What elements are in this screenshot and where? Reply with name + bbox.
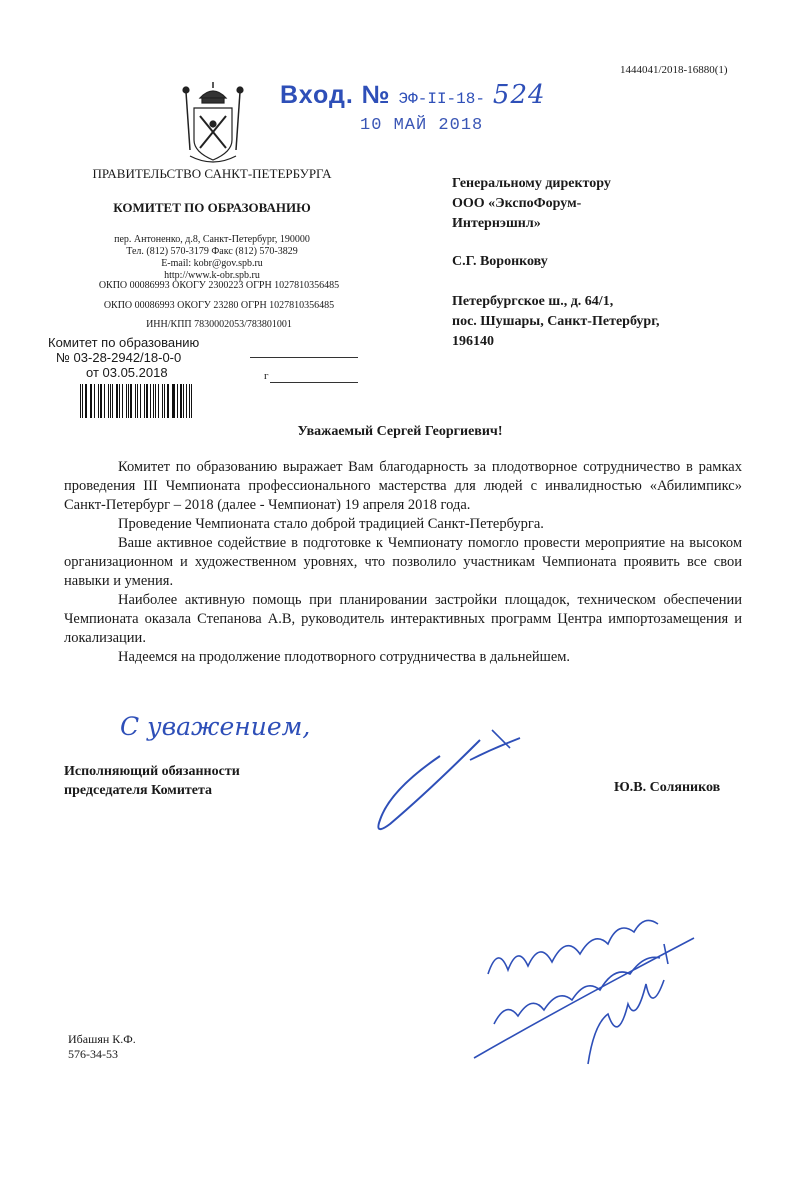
paragraph-1: Комитет по образованию выражает Вам благодарность за плодотворное сотрудничество в рамках проведения III Чемпионата профессионального мастерства для людей с инвалидностью «Абилимпикс» Санкт-Петербург – 2018 (далее - Чемпионат) 19 апреля 2018 года. bbox=[64, 459, 742, 513]
paragraph-3: Ваше активное содействие в подготовке к Чемпионату помогло провести мероприятие на высоком организационном и художественном уровнях, что позволило участникам Чемпионата проявить все свои навыки и умения. bbox=[64, 535, 742, 589]
registration-blank-line-2 bbox=[270, 382, 358, 383]
letter-body bbox=[64, 458, 742, 667]
recipient-address-line-3: 196140 bbox=[452, 334, 494, 349]
barcode-bar bbox=[173, 384, 174, 418]
barcode-bar bbox=[155, 384, 156, 418]
barcode-bar bbox=[183, 384, 184, 418]
recipient-position: Генеральному директору bbox=[452, 176, 611, 191]
sender-email: E-mail: kobr@gov.spb.ru bbox=[161, 258, 263, 269]
barcode-bar bbox=[80, 384, 81, 418]
sender-address: пер. Антоненко, д.8, Санкт-Петербург, 190000 bbox=[114, 234, 310, 245]
entry-stamp bbox=[280, 80, 546, 110]
registration-stamp bbox=[48, 335, 199, 380]
barcode-bar bbox=[162, 384, 163, 418]
paragraph-2: Проведение Чемпионата стало доброй традицией Санкт-Петербурга. bbox=[118, 516, 544, 532]
recipient-name: С.Г. Воронкову bbox=[452, 254, 548, 269]
barcode-bar bbox=[104, 384, 105, 418]
barcode-bar bbox=[91, 384, 92, 418]
entry-stamp-handwritten-number: 524 bbox=[492, 80, 546, 110]
barcode-bar bbox=[177, 384, 178, 418]
barcode-bar bbox=[119, 384, 120, 418]
barcode-bar bbox=[130, 384, 132, 418]
registration-number: № 03-28-2942/18-0-0 bbox=[56, 350, 182, 365]
entry-stamp-label: Вход. № bbox=[280, 81, 391, 109]
sender-phone-fax: Тел. (812) 570-3179 Факс (812) 570-3829 bbox=[126, 246, 298, 257]
signatory-role bbox=[64, 762, 240, 800]
signatory-name: Ю.В. Соляников bbox=[614, 780, 721, 795]
barcode-bar bbox=[128, 384, 129, 418]
handwritten-signature bbox=[360, 720, 540, 840]
government-title: ПРАВИТЕЛЬСТВО САНКТ-ПЕТЕРБУРГА bbox=[92, 166, 332, 181]
registration-blank-line bbox=[250, 357, 358, 358]
entry-stamp-number: ЭФ-II-18- bbox=[398, 90, 485, 108]
recipient-company-line-1: ООО «ЭкспоФорум- bbox=[452, 196, 582, 211]
barcode-bar bbox=[150, 384, 151, 418]
greeting: Уважаемый Сергей Георгиевич! bbox=[297, 424, 503, 439]
barcode-bar bbox=[85, 384, 87, 418]
document-id: 1444041/2018-16880(1) bbox=[620, 64, 728, 76]
barcode-bar bbox=[186, 384, 187, 418]
barcode-bar bbox=[126, 384, 127, 418]
barcode-bar bbox=[172, 384, 173, 418]
paragraph-5: Надеемся на продолжение плодотворного сотрудничества в дальнейшем. bbox=[118, 649, 571, 665]
barcode-bar bbox=[140, 384, 141, 418]
barcode-bar bbox=[153, 384, 154, 418]
executor-name: Ибашян К.Ф. bbox=[68, 1032, 136, 1046]
coat-of-arms-emblem bbox=[180, 80, 246, 166]
sender-inn-kpp: ИНН/КПП 7830002053/783801001 bbox=[146, 319, 292, 330]
registration-org: Комитет по образованию bbox=[48, 335, 200, 350]
registration-date: от 03.05.2018 bbox=[86, 365, 168, 380]
barcode-bar bbox=[137, 384, 138, 418]
barcode-bar bbox=[94, 384, 95, 418]
barcode-bar bbox=[164, 384, 166, 418]
registration-blank-prefix: г bbox=[264, 370, 269, 382]
barcode-bar bbox=[110, 384, 111, 418]
sender-contacts bbox=[82, 234, 342, 282]
recipient-address bbox=[452, 292, 752, 352]
barcode bbox=[80, 384, 194, 418]
barcode-bar bbox=[116, 384, 118, 418]
barcode-bar bbox=[146, 384, 148, 418]
paragraph-4: Наиболее активную помощь при планировании застройки площадок, техническом обеспечении Чемпионата оказала Степанова А.В, руководитель интерактивных программ Центра импортозамещения и локализации. bbox=[64, 592, 742, 646]
barcode-bar bbox=[167, 384, 168, 418]
handwritten-resolution-note bbox=[468, 904, 708, 1084]
sender-codes-line-1: ОКПО 00086993 ОКОГУ 2300223 ОГРН 1027810356485 bbox=[98, 280, 340, 291]
barcode-bar bbox=[100, 384, 102, 418]
recipient-company-line-2: Интернэшнл» bbox=[452, 216, 541, 231]
barcode-bar bbox=[189, 384, 190, 418]
barcode-bar bbox=[180, 384, 182, 418]
recipient-block bbox=[452, 174, 752, 234]
recipient-address-line-2: пос. Шушары, Санкт-Петербург, bbox=[452, 314, 660, 329]
sender-website: http://www.k-obr.spb.ru bbox=[164, 270, 260, 281]
executor-phone: 576-34-53 bbox=[68, 1047, 118, 1061]
recipient-address-line-1: Петербургское ш., д. 64/1, bbox=[452, 294, 614, 309]
barcode-bar bbox=[98, 384, 99, 418]
barcode-bar bbox=[144, 384, 145, 418]
signatory-role-line-1: Исполняющий обязанности bbox=[64, 764, 240, 779]
barcode-bar bbox=[90, 384, 91, 418]
barcode-bar bbox=[108, 384, 109, 418]
barcode-bar bbox=[135, 384, 136, 418]
entry-stamp-date: 10 МАЙ 2018 bbox=[360, 116, 484, 135]
barcode-bar bbox=[158, 384, 159, 418]
barcode-bar bbox=[112, 384, 113, 418]
handwritten-closing: С уважением, bbox=[120, 712, 311, 741]
executor-info bbox=[68, 1032, 136, 1062]
barcode-bar bbox=[82, 384, 83, 418]
sender-codes-line-2: ОКПО 00086993 ОКОГУ 23280 ОГРН 1027810356485 bbox=[103, 300, 335, 311]
barcode-bar bbox=[191, 384, 192, 418]
signatory-role-line-2: председателя Комитета bbox=[64, 783, 213, 798]
barcode-bar bbox=[122, 384, 123, 418]
committee-title: КОМИТЕТ ПО ОБРАЗОВАНИЮ bbox=[113, 200, 311, 215]
